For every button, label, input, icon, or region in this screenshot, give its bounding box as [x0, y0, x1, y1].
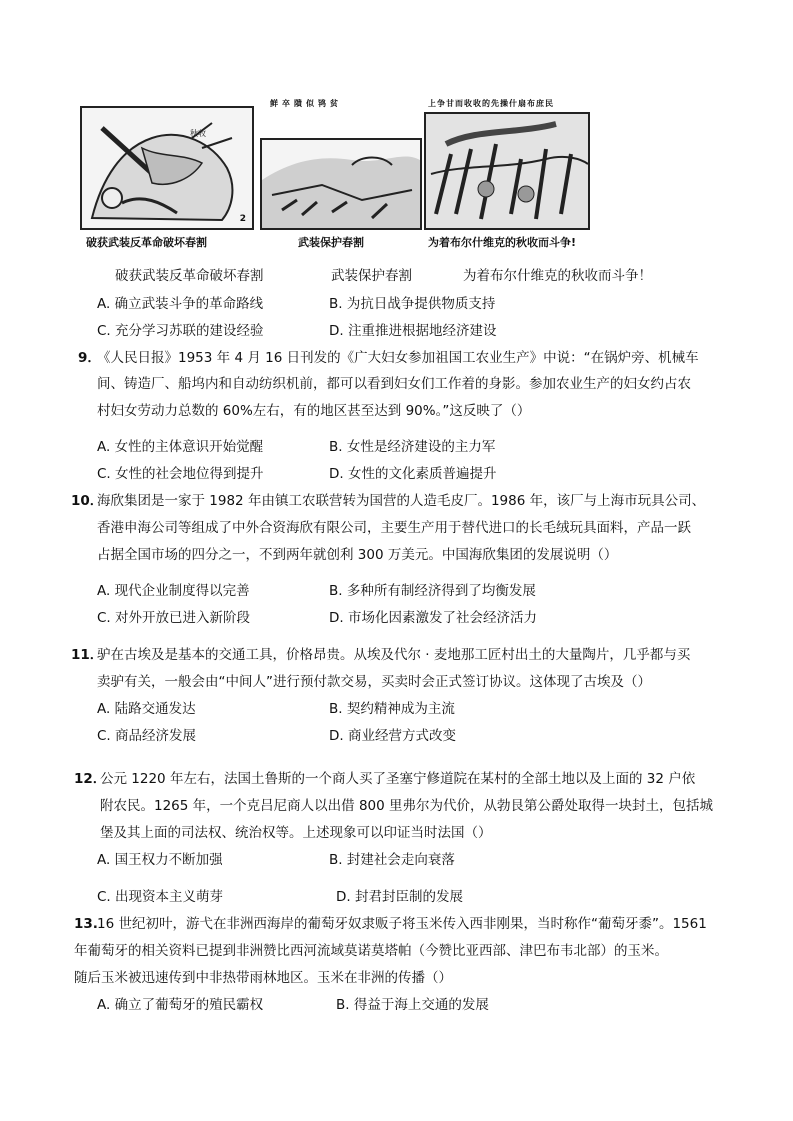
- q9-option-b[interactable]: B. 女性是经济建设的主力军: [329, 439, 496, 455]
- q11-stem-line-1: 驴在古埃及是基本的交通工具，价格昂贵。从埃及代尔 · 麦地那工匠村出土的大量陶片，几乎都与买: [97, 647, 691, 663]
- q11-number: 11．: [71, 647, 104, 663]
- q8-option-c[interactable]: C. 充分学习苏联的建设经验: [97, 323, 264, 339]
- q12-option-c[interactable]: C. 出现资本主义萌芽: [97, 889, 224, 905]
- q8-option-a[interactable]: A. 确立武装斗争的革命路线: [97, 296, 264, 312]
- panel-caption-left: 破获武装反革命破坏春割: [86, 236, 207, 249]
- cartoon-panel-middle: [260, 138, 422, 230]
- panel-title-right: 上争甘而收收的先操什扇布庶民: [428, 99, 554, 108]
- q9-number: 9．: [78, 350, 101, 366]
- q11-option-a[interactable]: A. 陆路交通发达: [97, 701, 196, 717]
- q10-option-c[interactable]: C. 对外开放已进入新阶段: [97, 610, 251, 626]
- q13-number: 13.: [74, 916, 98, 932]
- figure-label-right: 为着布尔什维克的秋收而斗争！: [463, 268, 652, 284]
- q11-option-c[interactable]: C. 商品经济发展: [97, 728, 197, 744]
- q9-option-c[interactable]: C. 女性的社会地位得到提升: [97, 466, 264, 482]
- q9-option-a[interactable]: A. 女性的主体意识开始觉醒: [97, 439, 264, 455]
- q11-option-b[interactable]: B. 契约精神成为主流: [329, 701, 455, 717]
- propaganda-figure: [80, 98, 590, 258]
- panel-caption-right: 为着布尔什维克的秋收而斗争!: [428, 236, 577, 249]
- q9-option-d[interactable]: D. 女性的文化素质普遍提升: [329, 466, 497, 482]
- cartoon-mark: 秋收: [190, 129, 206, 138]
- cartoon-middle-image: [262, 140, 420, 228]
- q8-option-b[interactable]: B. 为抗日战争提供物质支持: [329, 296, 496, 312]
- q12-option-d[interactable]: D. 封君封臣制的发展: [336, 889, 463, 905]
- q12-number: 12．: [74, 771, 107, 787]
- q9-stem-line-2: 间、铸造厂、船坞内和自动纺织机前，都可以看到妇女们工作着的身影。参加农业生产的妇女约占农: [97, 376, 691, 392]
- q10-stem-line-3: 占据全国市场的四分之一，不到两年就创利 300 万美元。中国海欣集团的发展说明（）: [97, 547, 618, 563]
- q13-stem-line-1: 16 世纪初叶，游弋在非洲西海岸的葡萄牙奴隶贩子将玉米传入西非刚果，当时称作“葡萄牙黍”。1561: [97, 916, 707, 932]
- q10-option-a[interactable]: A. 现代企业制度得以完善: [97, 583, 250, 599]
- q13-option-a[interactable]: A. 确立了葡萄牙的殖民霸权: [97, 997, 264, 1013]
- cartoon-panel-left: [80, 106, 254, 230]
- cartoon-panel-right: [424, 112, 590, 230]
- q13-stem-line-2: 年葡萄牙的相关资料已提到非洲赞比西河流域莫诺莫塔帕（今赞比亚西部、津巴布韦北部）的玉米。: [74, 943, 668, 959]
- panel-number: 2: [239, 214, 246, 224]
- cartoon-left-image: [82, 108, 252, 228]
- q10-stem-line-1: 海欣集团是一家于 1982 年由镇工农联营转为国营的人造毛皮厂。1986 年，该厂与上海市玩具公司、: [97, 493, 706, 509]
- q10-option-d[interactable]: D. 市场化因素激发了社会经济活力: [329, 610, 537, 626]
- q12-stem-line-1: 公元 1220 年左右，法国土鲁斯的一个商人买了圣塞宁修道院在某村的全部土地以及上面的 32 户依: [100, 771, 696, 787]
- q10-stem-line-2: 香港申海公司等组成了中外合资海欣有限公司，主要生产用于替代进口的长毛绒玩具面料，产品一跃: [97, 520, 691, 536]
- q9-stem-line-3: 村妇女劳动力总数的 60%左右，有的地区甚至达到 90%。”这反映了（）: [97, 403, 531, 419]
- q11-option-d[interactable]: D. 商业经营方式改变: [329, 728, 456, 744]
- figure-label-middle: 武装保护春割: [331, 268, 412, 284]
- cartoon-right-image: [426, 114, 588, 228]
- q11-stem-line-2: 卖驴有关，一般会由“中间人”进行预付款交易，买卖时会正式签订协议。这体现了古埃及（）: [97, 674, 651, 690]
- q12-option-a[interactable]: A. 国王权力不断加强: [97, 852, 223, 868]
- panel-caption-middle: 武装保护春割: [298, 236, 364, 249]
- q8-option-d[interactable]: D. 注重推进根据地经济建设: [329, 323, 497, 339]
- q9-stem-line-1: 《人民日报》1953 年 4 月 16 日刊发的《广大妇女参加祖国工农业生产》中说：“在锅炉旁、机械车: [97, 350, 699, 366]
- q10-number: 10．: [71, 493, 104, 509]
- figure-label-left: 破获武装反革命破坏春割: [115, 268, 264, 284]
- q12-stem-line-2: 附农民。1265 年，一个克吕尼商人以出借 800 里弗尔为代价，从勃艮第公爵处取得一块封土，包括城: [100, 798, 713, 814]
- q12-option-b[interactable]: B. 封建社会走向衰落: [329, 852, 455, 868]
- panel-title-middle: 鲜卒隤似鸨贫: [270, 99, 342, 108]
- q12-stem-line-3: 堡及其上面的司法权、统治权等。上述现象可以印证当时法国（）: [100, 825, 492, 841]
- q13-stem-line-3: 随后玉米被迅速传到中非热带雨林地区。玉米在非洲的传播（）: [74, 970, 452, 986]
- q13-option-b[interactable]: B. 得益于海上交通的发展: [336, 997, 489, 1013]
- q10-option-b[interactable]: B. 多种所有制经济得到了均衡发展: [329, 583, 536, 599]
